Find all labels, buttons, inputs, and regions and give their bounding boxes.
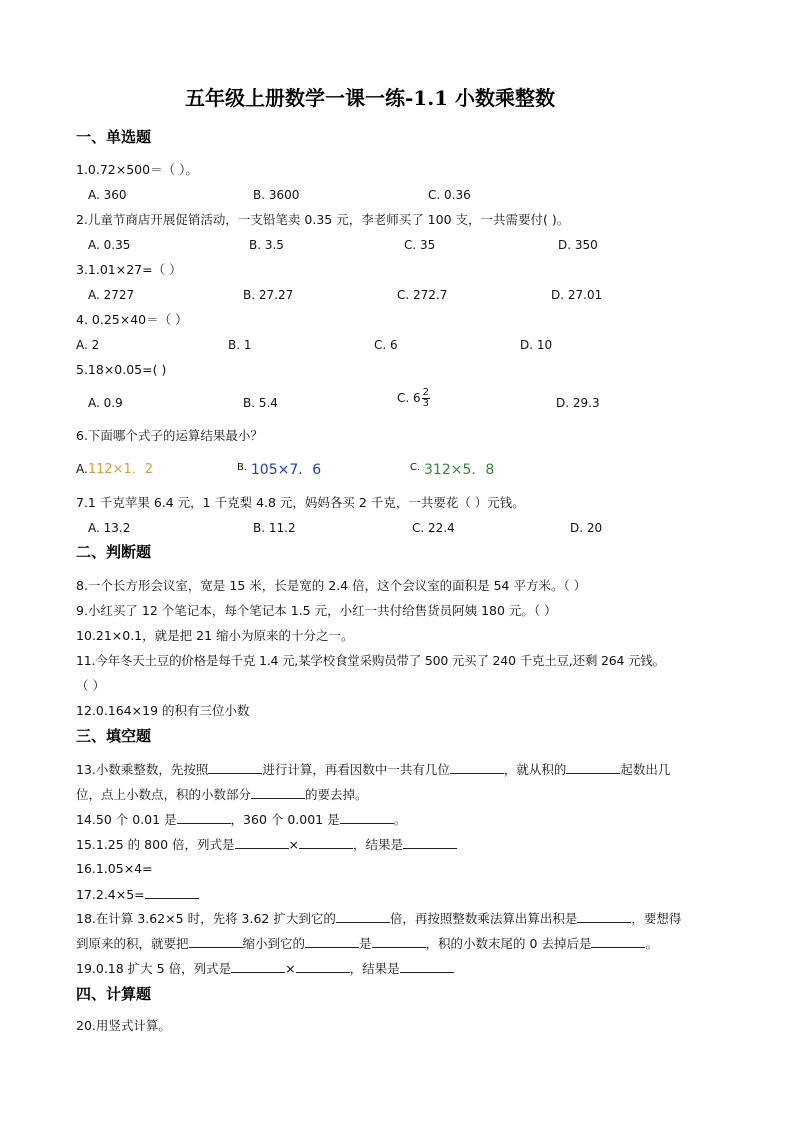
question-19 [76, 962, 454, 976]
question-18-line-1 [76, 912, 681, 926]
q5-option-c-fraction [422, 388, 430, 409]
q6-option-c-expression: 312×5．8 [424, 462, 495, 478]
q18-blank-6[interactable] [591, 937, 645, 948]
q13-blank-3[interactable] [566, 763, 620, 774]
question-11: 11.今年冬天土豆的价格是每千克 1.4 元,某学校食堂采购员带了 500 元买了 240 千克土豆,还剩 264 元钱。 [76, 653, 665, 668]
q17-text: 17.2.4×5= [76, 887, 145, 902]
q18-blank-4[interactable] [305, 937, 359, 948]
q13-text-5: 位，点上小数点，积的小数部分 [76, 787, 252, 802]
q17-blank[interactable] [145, 888, 199, 899]
question-3: 3.1.01×27=（ ） [76, 262, 182, 277]
q4-option-a[interactable]: A. 2 [76, 338, 100, 352]
question-12: 12.0.164×19 的积有三位小数 [76, 703, 250, 718]
q5-option-c-whole: C. 6 [397, 391, 421, 405]
q18-text-1: 18.在计算 3.62×5 时，先将 3.62 扩大到它的 [76, 911, 336, 926]
q5-option-b[interactable]: B. 5.4 [243, 396, 278, 410]
q15-blank-3[interactable] [403, 838, 457, 849]
q13-text-2: 进行计算，再看因数中一共有几位 [262, 762, 450, 777]
q1-option-c[interactable]: C. 0.36 [428, 188, 471, 202]
q19-blank-3[interactable] [400, 962, 454, 973]
q14-text-3: 。 [393, 812, 407, 827]
q2-option-b[interactable]: B. 3.5 [249, 238, 284, 252]
question-2: 2.儿童节商店开展促销活动，一支铅笔卖 0.35 元，李老师买了 100 支，一共需要付( )。 [76, 212, 570, 227]
q13-blank-2[interactable] [450, 763, 504, 774]
q18-blank-3[interactable] [189, 937, 243, 948]
question-7: 7.1 千克苹果 6.4 元，1 千克梨 4.8 元，妈妈各买 2 千克，一共要花（ ）元钱。 [76, 495, 525, 510]
q6-option-a[interactable] [76, 463, 153, 476]
q3-option-b[interactable]: B. 27.27 [243, 288, 294, 302]
q18-blank-2[interactable] [577, 912, 631, 923]
question-15 [76, 838, 457, 852]
q13-blank-1[interactable] [208, 763, 262, 774]
q14-text-2: ，360 个 0.001 是 [230, 812, 340, 827]
q18-text-7: ，积的小数末尾的 0 去掉后是 [425, 936, 592, 951]
q7-option-d[interactable]: D. 20 [570, 521, 603, 535]
question-9: 9.小红买了 12 个笔记本，每个笔记本 1.5 元，小红一共付给售货员阿姨 180 元。（ ） [76, 603, 557, 618]
q6-option-b[interactable] [237, 463, 321, 477]
q14-blank-2[interactable] [340, 813, 394, 824]
question-18-line-2 [76, 937, 658, 951]
q4-option-b[interactable]: B. 1 [228, 338, 252, 352]
q6-option-b-label: B. [237, 462, 248, 473]
question-11-bracket: （ ） [76, 678, 105, 693]
q18-text-4: 到原来的积，就要把 [76, 936, 189, 951]
question-20: 20.用竖式计算。 [76, 1018, 171, 1033]
fraction-denominator: 3 [422, 398, 430, 409]
q18-text-5: 缩小到它的 [242, 936, 306, 951]
q18-blank-5[interactable] [372, 937, 426, 948]
section-heading-single-choice: 一、单选题 [76, 128, 152, 146]
q6-option-c[interactable] [410, 463, 494, 477]
q15-blank-1[interactable] [235, 838, 289, 849]
q18-text-8: 。 [645, 936, 658, 951]
q18-blank-1[interactable] [336, 912, 390, 923]
section-heading-calculation: 四、计算题 [76, 985, 152, 1003]
question-14 [76, 813, 406, 827]
question-13-line-1 [76, 763, 670, 777]
q13-blank-4[interactable] [251, 788, 305, 799]
q19-text-1: 19.0.18 扩大 5 倍，列式是 [76, 961, 232, 976]
q15-text-1: 15.1.25 的 800 倍，列式是 [76, 837, 235, 852]
q19-blank-1[interactable] [231, 962, 285, 973]
fraction-numerator: 2 [422, 387, 430, 398]
q2-option-d[interactable]: D. 350 [558, 238, 598, 252]
q15-times: × [288, 837, 299, 852]
q7-option-a[interactable]: A. 13.2 [88, 521, 131, 535]
q7-option-c[interactable]: C. 22.4 [412, 521, 455, 535]
q18-text-6: 是 [359, 936, 372, 951]
q4-option-d[interactable]: D. 10 [520, 338, 553, 352]
q6-option-b-expression: 105×7．6 [250, 462, 322, 478]
q6-option-a-expression: 112×1．2 [87, 462, 154, 477]
question-13-line-2 [76, 788, 368, 802]
q5-option-a[interactable]: A. 0.9 [88, 396, 123, 410]
q19-blank-2[interactable] [296, 962, 350, 973]
q19-text-2: ，结果是 [349, 961, 400, 976]
q13-text-6: 的要去掉。 [305, 787, 368, 802]
q1-option-a[interactable]: A. 360 [88, 188, 127, 202]
q13-text-3: ，就从积的 [503, 762, 567, 777]
question-16: 16.1.05×4= [76, 861, 153, 876]
question-5: 5.18×0.05=( ) [76, 362, 167, 377]
q4-option-c[interactable]: C. 6 [374, 338, 398, 352]
question-6: 6.下面哪个式子的运算结果最小？ [76, 428, 263, 443]
q15-blank-2[interactable] [299, 838, 353, 849]
q3-option-d[interactable]: D. 27.01 [551, 288, 603, 302]
q13-text-4: 起数出几 [620, 762, 671, 777]
page-title: 五年级上册数学一课一练-1.1 小数乘整数 [185, 86, 556, 110]
q3-option-c[interactable]: C. 272.7 [397, 288, 448, 302]
q3-option-a[interactable]: A. 2727 [88, 288, 135, 302]
question-1: 1.0.72×500＝（ ）。 [76, 162, 198, 177]
q2-option-c[interactable]: C. 35 [404, 238, 436, 252]
section-heading-fill-blank: 三、填空题 [76, 727, 152, 745]
q6-option-c-label: C. [410, 462, 421, 473]
q7-option-b[interactable]: B. 11.2 [253, 521, 296, 535]
section-heading-true-false: 二、判断题 [76, 543, 152, 561]
q18-text-3: ，要想得 [631, 911, 682, 926]
question-8: 8.一个长方形会议室，宽是 15 米，长是宽的 2.4 倍，这个会议室的面积是 54 平方米。（ ） [76, 578, 587, 593]
q14-blank-1[interactable] [177, 813, 231, 824]
q2-option-a[interactable]: A. 0.35 [88, 238, 131, 252]
q6-option-a-label: A. [76, 462, 88, 476]
q18-text-2: 倍，再按照整数乘法算出算出积是 [389, 911, 578, 926]
question-17 [76, 888, 199, 902]
question-10: 10.21×0.1，就是把 21 缩小为原来的十分之一。 [76, 628, 354, 643]
question-4: 4. 0.25×40＝（ ） [76, 312, 188, 327]
q13-text-1: 13.小数乘整数，先按照 [76, 762, 209, 777]
q19-times: × [285, 961, 296, 976]
q14-text-1: 14.50 个 0.01 是 [76, 812, 177, 827]
q5-option-d[interactable]: D. 29.3 [556, 396, 600, 410]
q15-text-2: ，结果是 [352, 837, 403, 852]
q1-option-b[interactable]: B. 3600 [253, 188, 300, 202]
q5-option-c[interactable] [397, 388, 430, 409]
